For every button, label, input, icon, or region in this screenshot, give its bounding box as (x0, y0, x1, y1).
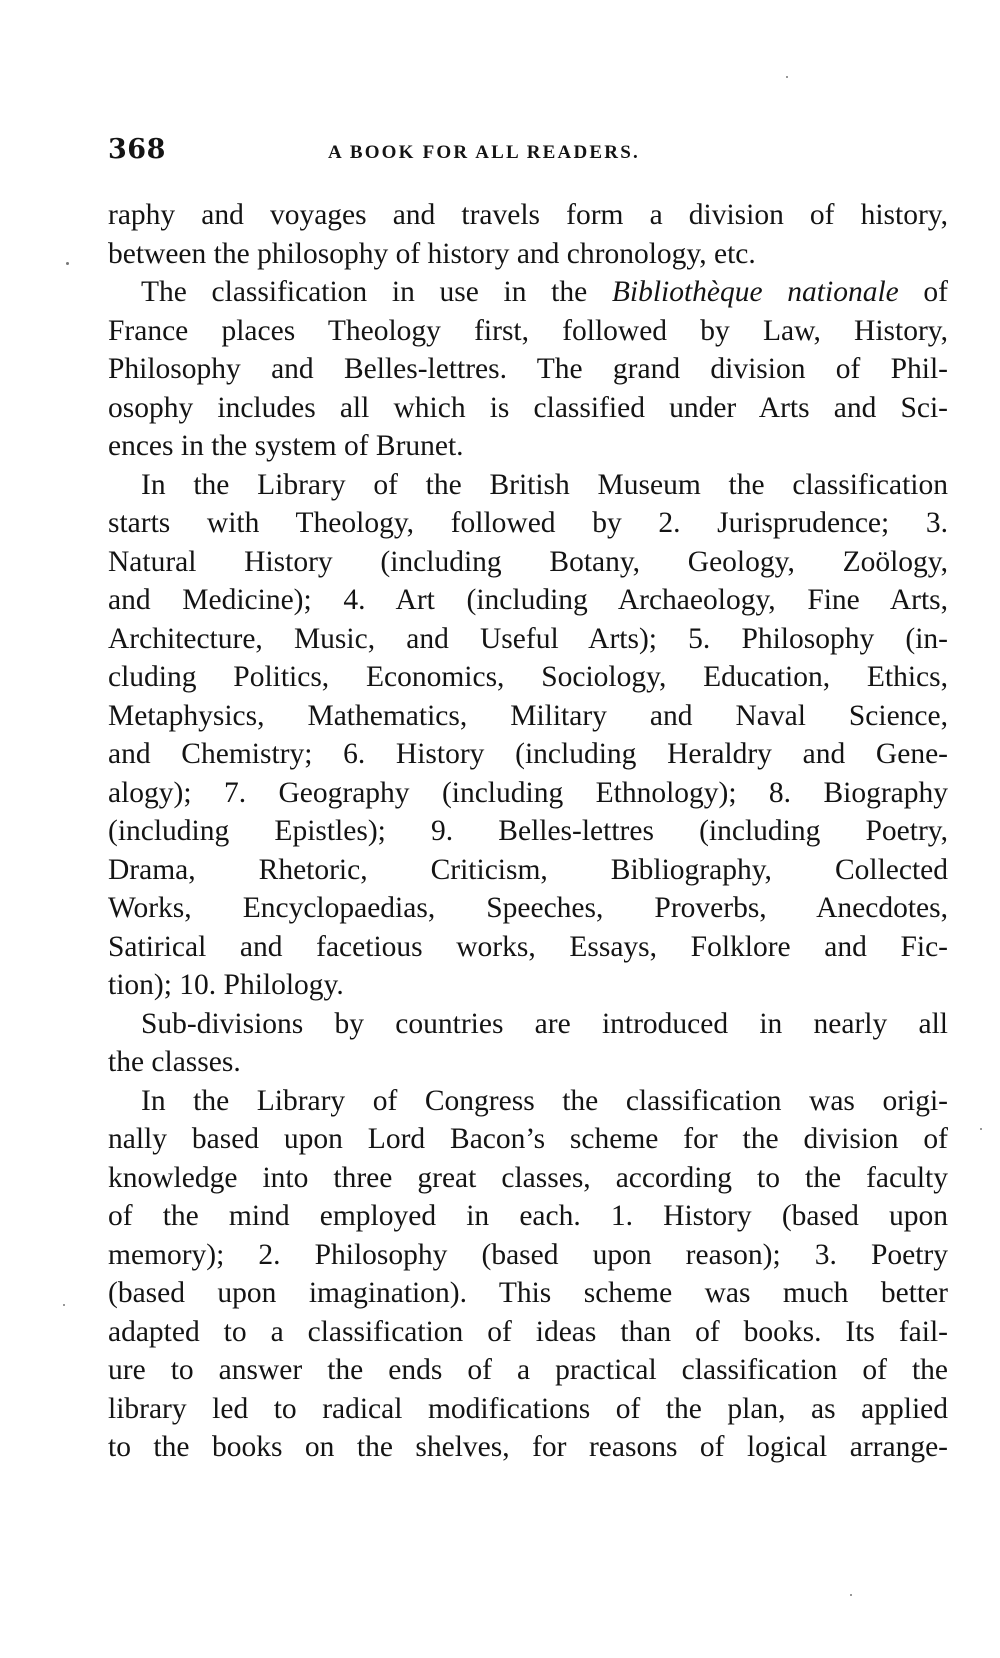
text-line: between the philosophy of history and chronology, etc. (108, 237, 756, 270)
text-line: and Chemistry; 6. History (including Heraldry and Gene- (108, 738, 948, 770)
scan-speck (980, 1128, 982, 1130)
text-line: In the Library of the British Museum the classification (141, 468, 948, 501)
text-segment: The classification in use in the (141, 276, 588, 308)
text-line: ure to answer the ends of a practical classification of the (108, 1354, 948, 1386)
paragraph (108, 1005, 948, 1082)
text-line: Drama, Rhetoric, Criticism, Bibliography, Collected (108, 853, 948, 886)
text-line: library led to radical modifications of the plan, as applied (108, 1392, 948, 1425)
scan-speck (786, 76, 788, 78)
text-line: In the Library of Congress the classification was origi- (141, 1084, 948, 1117)
paragraph (108, 273, 948, 466)
text-line: osophy includes all which is classified under Arts and Sci- (108, 391, 948, 424)
paragraph (108, 466, 948, 1005)
text-line: memory); 2. Philosophy (based upon reason); 3. Poetry (108, 1238, 948, 1271)
scan-speck (66, 262, 69, 265)
page-number: 368 (108, 134, 166, 165)
text-line: Architecture, Music, and Useful Arts); 5. Philosophy (in- (108, 622, 948, 655)
text-line: (based upon imagination). This scheme was much better (108, 1277, 948, 1309)
text-line: Natural History (including Botany, Geology, Zoölogy, (108, 545, 948, 578)
page-header (108, 134, 948, 174)
paragraph (108, 1082, 948, 1467)
scan-speck (63, 1304, 65, 1306)
text-line: of the mind employed in each. 1. History (based upon (108, 1200, 948, 1232)
text-line: knowledge into three great classes, according to the faculty (108, 1161, 948, 1194)
text-line: Satirical and facetious works, Essays, Folklore and Fic- (108, 930, 948, 963)
text-line: nally based upon Lord Bacon’s scheme for the division of (108, 1123, 948, 1155)
text-line: Philosophy and Belles-lettres. The grand division of Phil- (108, 353, 948, 385)
text-line: raphy and voyages and travels form a division of history, (108, 199, 948, 231)
running-title: A BOOK FOR ALL READERS. (328, 142, 640, 163)
text-line: Metaphysics, Mathematics, Military and Naval Science, (108, 699, 948, 732)
text-line: adapted to a classification of ideas than of books. Its fail- (108, 1315, 948, 1348)
paragraph (108, 196, 948, 273)
text-line: starts with Theology, followed by 2. Jurisprudence; 3. (108, 507, 948, 539)
text-segment: of (923, 276, 948, 308)
text-line: cluding Politics, Economics, Sociology, Education, Ethics, (108, 661, 948, 693)
text-line: alogy); 7. Geography (including Ethnology); 8. Biography (108, 776, 948, 809)
text-line: to the books on the shelves, for reasons of logical arrange- (108, 1431, 948, 1463)
text-line: (including Epistles); 9. Belles-lettres (including Poetry, (108, 815, 948, 847)
text-line: tion); 10. Philology. (108, 969, 344, 1001)
text-line: Sub-divisions by countries are introduced in nearly all (141, 1007, 948, 1040)
text-line: Works, Encyclopaedias, Speeches, Proverbs, Anecdotes, (108, 892, 948, 924)
italic-title: Bibliothèque nationale (611, 276, 899, 308)
scan-speck (850, 1594, 852, 1596)
text-line: ences in the system of Brunet. (108, 430, 464, 462)
text-line (108, 273, 948, 312)
text-line: France places Theology first, followed by Law, History, (108, 314, 948, 347)
body-text (108, 196, 948, 1467)
text-line: and Medicine); 4. Art (including Archaeology, Fine Arts, (108, 584, 948, 616)
text-line: the classes. (108, 1046, 241, 1078)
